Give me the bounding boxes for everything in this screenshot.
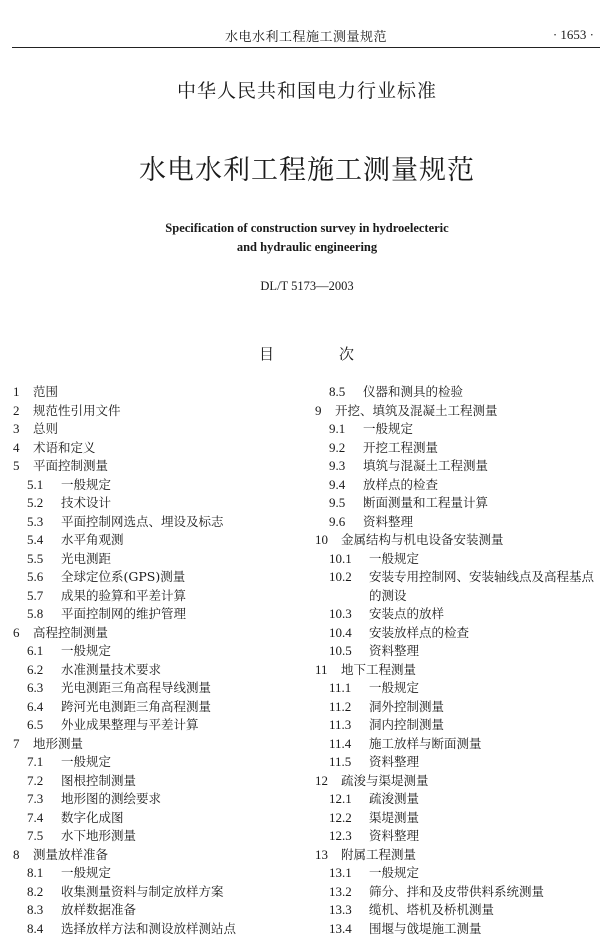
toc-entry — [13, 920, 303, 939]
toc-entry-title: 疏浚测量 — [369, 791, 420, 806]
toc-entry-number: 11 — [315, 661, 328, 677]
toc-entry-number: 2 — [13, 402, 20, 418]
toc-entry-number: 5 — [13, 458, 20, 473]
toc-entry — [13, 698, 303, 717]
toc-entry — [13, 753, 303, 772]
toc-entry — [315, 402, 607, 421]
toc-entry-number: 9.4 — [329, 476, 346, 492]
toc-entry — [13, 901, 303, 920]
toc-entry-number: 6 — [13, 624, 20, 640]
toc-entry-title: 全球定位系(GPS)测量 — [61, 569, 186, 584]
toc-entry — [13, 642, 303, 661]
toc-entry-title: 填筑与混凝土工程测量 — [363, 458, 489, 473]
toc-entry — [315, 901, 607, 920]
toc-left-column — [13, 383, 303, 938]
toc-entry-title: 地下工程测量 — [341, 661, 417, 677]
toc-entry — [315, 753, 607, 772]
toc-entry-title: 围堰与戗堤施工测量 — [369, 920, 482, 936]
toc-entry-number: 10.4 — [329, 624, 352, 640]
toc-entry-title: 水准测量技术要求 — [61, 661, 162, 677]
toc-entry — [13, 716, 303, 735]
toc-entry-title: 资料整理 — [369, 828, 420, 843]
toc-entry-number: 12.1 — [329, 791, 352, 806]
toc-entry-number: 10.1 — [329, 550, 352, 566]
toc-entry-number: 13.1 — [329, 865, 352, 880]
toc-entry — [13, 402, 303, 421]
toc-entry-title: 平面控制网选点、埋设及标志 — [61, 513, 224, 529]
toc-entry — [315, 661, 607, 680]
toc-entry — [13, 605, 303, 624]
toc-entry-title: 安装点的放样 — [369, 606, 445, 621]
toc-entry — [13, 476, 303, 495]
toc-entry-number: 12 — [315, 772, 328, 788]
toc-entry-title: 光电测距三角高程导线测量 — [61, 680, 212, 695]
toc-entry-title: 高程控制测量 — [33, 624, 109, 640]
toc-entry-title: 放样点的检查 — [363, 476, 439, 492]
toc-entry-title: 金属结构与机电设备安装测量 — [341, 532, 504, 547]
toc-entry — [13, 790, 303, 809]
toc-entry — [315, 790, 607, 809]
toc-entry-number: 6.4 — [27, 698, 44, 714]
toc-entry-number: 10.2 — [329, 569, 352, 584]
toc-entry-number: 11.2 — [329, 698, 352, 714]
toc-entry-title: 一般规定 — [363, 421, 414, 436]
toc-entry-title: 收集测量资料与制定放样方案 — [61, 883, 224, 899]
toc-entry — [13, 883, 303, 902]
toc-entry-number: 8 — [13, 846, 20, 862]
toc-entry-title: 成果的验算和平差计算 — [61, 587, 187, 603]
toc-entry-number: 6.5 — [27, 717, 44, 732]
toc-entry-title: 光电测距 — [61, 550, 112, 566]
toc-entry-title: 测量放样准备 — [33, 846, 109, 862]
page-number: · 1653 · — [552, 27, 594, 42]
toc-right-column — [315, 383, 607, 938]
toc-entry — [13, 420, 303, 439]
toc-entry-title: 数字化成图 — [61, 809, 124, 825]
toc-entry — [315, 716, 607, 735]
toc-entry-number: 8.5 — [329, 384, 346, 399]
toc-entry-number: 6.3 — [27, 680, 44, 695]
toc-entry — [315, 494, 607, 513]
toc-entry-title: 跨河光电测距三角高程测量 — [61, 698, 212, 714]
toc-entry — [315, 772, 607, 791]
toc-entry-title: 平面控制测量 — [33, 458, 109, 473]
english-title-line-1: Specification of construction survey in hydroelecteric — [165, 221, 449, 235]
toc-entry-title: 选择放样方法和测设放样测站点 — [61, 920, 237, 936]
toc-entry-title: 安装放样点的检查 — [369, 624, 470, 640]
toc-entry-number: 13.3 — [329, 902, 352, 917]
toc-entry-title: 断面测量和工程量计算 — [363, 495, 489, 510]
toc-entry-title: 一般规定 — [61, 643, 112, 658]
toc-entry-title: 平面控制网的维护管理 — [61, 606, 187, 621]
toc-entry — [315, 920, 607, 939]
toc-entry — [315, 864, 607, 883]
toc-entry-title: 总则 — [33, 421, 59, 436]
toc-entry — [13, 457, 303, 476]
toc-entry — [315, 735, 607, 754]
english-title — [0, 219, 614, 257]
toc-entry-number: 8.2 — [27, 883, 44, 899]
toc-entry-title: 一般规定 — [61, 476, 112, 492]
toc-entry-title: 洞外控制测量 — [369, 698, 445, 714]
toc-entry — [315, 439, 607, 458]
toc-entry-number: 9.6 — [329, 513, 346, 529]
toc-entry-number: 5.7 — [27, 587, 44, 603]
toc-entry — [13, 531, 303, 550]
toc-entry-title: 一般规定 — [61, 754, 112, 769]
toc-entry — [315, 809, 607, 828]
toc-entry-number: 6.2 — [27, 661, 44, 677]
toc-entry-title: 术语和定义 — [33, 439, 96, 455]
standard-code: DL/T 5173—2003 — [260, 279, 354, 293]
toc-entry-number: 1 — [13, 384, 20, 399]
toc-entry — [315, 457, 607, 476]
toc-entry-number: 5.5 — [27, 550, 44, 566]
toc-entry-title: 洞内控制测量 — [369, 717, 445, 732]
toc-entry-title: 外业成果整理与平差计算 — [61, 717, 199, 732]
toc-entry-number: 9.1 — [329, 421, 346, 436]
toc-entry — [13, 550, 303, 569]
toc-entry-title: 一般规定 — [369, 550, 420, 566]
toc-entry-number: 11.4 — [329, 735, 352, 751]
toc-entry-number: 9.5 — [329, 495, 346, 510]
toc-entry — [315, 624, 607, 643]
toc-entry — [13, 772, 303, 791]
toc-entry-number: 5.8 — [27, 606, 44, 621]
toc-entry — [13, 809, 303, 828]
toc-entry — [315, 420, 607, 439]
toc-entry-title: 安装专用控制网、安装轴线点及高程基点的测设 — [369, 569, 595, 603]
toc-entry-number: 7.1 — [27, 754, 44, 769]
toc-entry — [13, 735, 303, 754]
toc-entry — [315, 531, 607, 550]
toc-entry — [315, 679, 607, 698]
toc-entry-title: 资料整理 — [369, 643, 420, 658]
toc-entry — [315, 550, 607, 569]
toc-entry — [13, 827, 303, 846]
toc-entry — [13, 679, 303, 698]
toc-entry — [13, 624, 303, 643]
toc-entry-number: 8.3 — [27, 902, 44, 917]
toc-entry-title: 施工放样与断面测量 — [369, 735, 482, 751]
toc-entry-number: 10 — [315, 532, 328, 547]
toc-entry-number: 9.3 — [329, 458, 346, 473]
toc-entry-number: 7.5 — [27, 828, 44, 843]
toc-entry-number: 13.2 — [329, 883, 352, 899]
toc-entry-title: 缆机、塔机及桥机测量 — [369, 902, 495, 917]
toc-entry-number: 5.6 — [27, 569, 44, 584]
toc-entry-number: 10.3 — [329, 606, 352, 621]
toc-entry — [315, 568, 607, 605]
toc-entry-number: 4 — [13, 439, 20, 455]
toc-entry-title: 开挖、填筑及混凝土工程测量 — [335, 402, 498, 418]
toc-entry-number: 12.2 — [329, 809, 352, 825]
toc-entry-number: 10.5 — [329, 643, 352, 658]
toc-entry — [315, 698, 607, 717]
toc-entry-number: 3 — [13, 421, 20, 436]
toc-entry-number: 7.3 — [27, 791, 44, 806]
toc-entry-title: 一般规定 — [369, 680, 420, 695]
toc-entry-title: 一般规定 — [369, 865, 420, 880]
toc-heading-char-1: 目 — [259, 345, 275, 363]
toc-entry-title: 筛分、拌和及皮带供料系统测量 — [369, 883, 545, 899]
toc-entry-number: 9.2 — [329, 439, 346, 455]
toc-entry-number: 11.1 — [329, 680, 352, 695]
toc-entry-title: 范围 — [33, 384, 59, 399]
toc-entry — [315, 846, 607, 865]
toc-entry-number: 13 — [315, 846, 328, 862]
toc-entry — [315, 827, 607, 846]
toc-entry-number: 5.1 — [27, 476, 44, 492]
toc-entry-number: 11.3 — [329, 717, 352, 732]
toc-entry-title: 资料整理 — [369, 754, 420, 769]
toc-entry-title: 技术设计 — [61, 495, 112, 510]
toc-entry-title: 图根控制测量 — [61, 772, 137, 788]
toc-entry-title: 放样数据准备 — [61, 902, 137, 917]
toc-entry-title: 地形测量 — [33, 735, 84, 751]
toc-entry-number: 8.4 — [27, 920, 44, 936]
running-header — [12, 20, 600, 48]
toc-entry-title: 水下地形测量 — [61, 828, 137, 843]
toc-entry — [315, 883, 607, 902]
toc-entry — [13, 439, 303, 458]
toc-entry — [13, 383, 303, 402]
toc-entry-title: 仪器和测具的检验 — [363, 384, 464, 399]
toc-entry-title: 疏浚与渠堤测量 — [341, 772, 429, 788]
toc-entry-title: 规范性引用文件 — [33, 402, 121, 418]
toc-entry — [315, 476, 607, 495]
toc-entry-number: 5.4 — [27, 532, 44, 547]
page-title: 水电水利工程施工测量规范 — [139, 155, 475, 186]
toc-entry-number: 7 — [13, 735, 20, 751]
toc-entry-number: 5.3 — [27, 513, 44, 529]
toc-entry-number: 6.1 — [27, 643, 44, 658]
toc-heading-char-2: 次 — [339, 345, 355, 363]
toc-entry-number: 5.2 — [27, 495, 44, 510]
running-title: 水电水利工程施工测量规范 — [224, 30, 387, 45]
toc-entry-title: 地形图的测绘要求 — [61, 791, 162, 806]
toc-entry-number: 9 — [315, 402, 322, 418]
toc-entry — [315, 513, 607, 532]
toc-entry — [13, 494, 303, 513]
toc-entry-title: 水平角观测 — [61, 532, 124, 547]
toc-entry-number: 13.4 — [329, 920, 352, 936]
english-title-line-2: and hydraulic engineering — [236, 240, 378, 254]
toc-entry-title: 开挖工程测量 — [363, 439, 439, 455]
toc-entry-title: 渠堤测量 — [369, 809, 420, 825]
org-title: 中华人民共和国电力行业标准 — [176, 80, 437, 102]
toc-entry — [13, 568, 303, 587]
toc-entry — [13, 846, 303, 865]
toc-entry-number: 7.2 — [27, 772, 44, 788]
toc-entry — [315, 642, 607, 661]
toc-entry-title: 一般规定 — [61, 865, 112, 880]
toc-entry-title: 资料整理 — [363, 513, 414, 529]
toc-entry — [315, 383, 607, 402]
toc-entry — [315, 605, 607, 624]
toc-entry — [13, 513, 303, 532]
toc-entry — [13, 587, 303, 606]
toc-entry-number: 12.3 — [329, 828, 352, 843]
toc-entry-title: 附属工程测量 — [341, 846, 417, 862]
toc-entry-number: 8.1 — [27, 865, 44, 880]
toc-entry-number: 11.5 — [329, 754, 352, 769]
toc-entry — [13, 864, 303, 883]
toc-entry — [13, 661, 303, 680]
toc-entry-number: 7.4 — [27, 809, 44, 825]
